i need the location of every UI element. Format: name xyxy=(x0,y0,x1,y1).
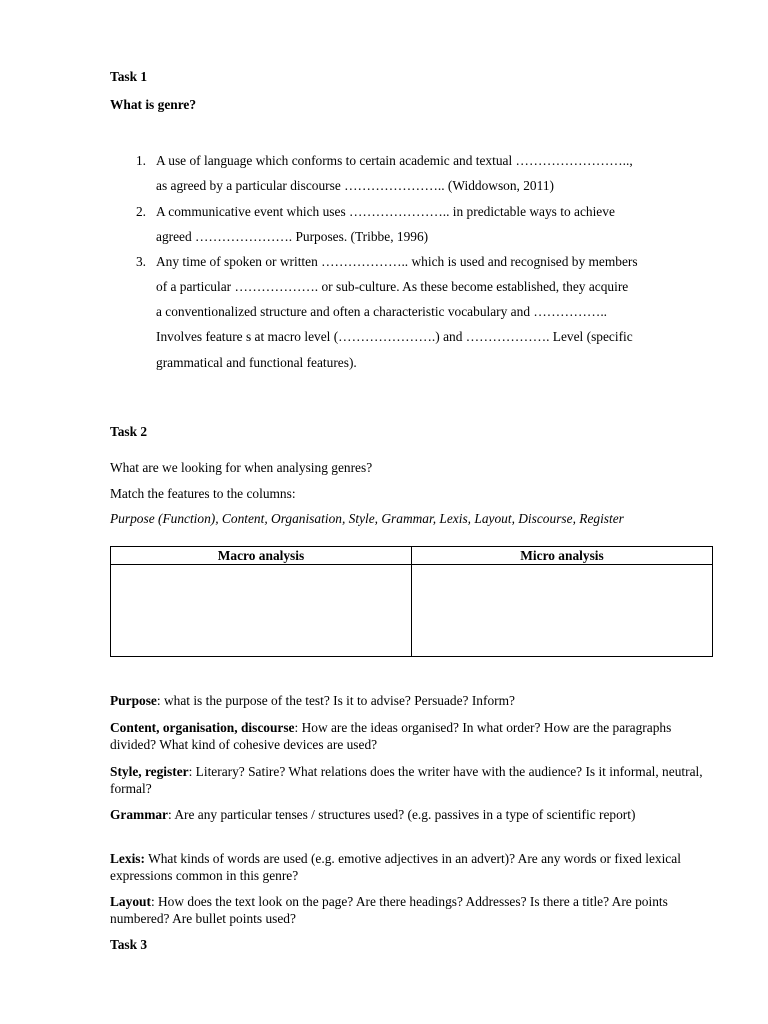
definition-separator: : xyxy=(168,807,175,822)
list-item-line: grammatical and functional features). xyxy=(156,355,357,370)
list-item-line: of a particular ………………. or sub-culture. As these become established, they acquire xyxy=(156,279,629,294)
macro-analysis-cell[interactable] xyxy=(111,565,412,657)
definition-separator: : xyxy=(150,894,159,909)
definition-text: What kinds of words are used (e.g. emotive adjectives in an advert)? Are any words or fixed lexical expressions common in this genre? xyxy=(110,851,681,883)
table-header-row xyxy=(111,547,713,565)
definition-text: Literary? Satire? What relations does the writer have with the audience? Is it informal, neutral, formal? xyxy=(110,764,703,796)
micro-analysis-cell[interactable] xyxy=(412,565,713,657)
task1-question: What is genre? xyxy=(110,97,197,112)
table-row xyxy=(111,565,713,657)
definition-term: Purpose xyxy=(110,693,157,708)
list-item-number: 1. xyxy=(135,153,146,168)
task2-features-list: Purpose (Function), Content, Organisation, Style, Grammar, Lexis, Layout, Discourse, Register xyxy=(110,511,624,526)
list-item-line: Involves feature s at macro level (………………….) and ………………. Level (specific xyxy=(156,329,633,344)
task3-heading: Task 3 xyxy=(110,937,148,952)
list-item-number: 3. xyxy=(135,254,146,269)
list-item-line: agreed …………………. Purposes. (Tribbe, 1996) xyxy=(156,229,429,244)
definition-term: Grammar xyxy=(110,807,169,822)
definition-purpose xyxy=(110,692,720,709)
definition-grammar xyxy=(110,806,720,823)
definition-layout xyxy=(110,893,720,927)
macro-analysis-header: Macro analysis xyxy=(111,547,412,565)
list-item-line: as agreed by a particular discourse ………………….. (Widdowson, 2011) xyxy=(156,178,554,193)
list-item-line: a conventionalized structure and often a characteristic vocabulary and …………….. xyxy=(156,304,608,319)
definition-lexis xyxy=(110,850,720,884)
task2-instruction: Match the features to the columns: xyxy=(110,486,296,501)
definition-text: Are any particular tenses / structures used? (e.g. passives in a type of scientific report) xyxy=(174,807,636,822)
list-item-line: A communicative event which uses ………………….. in predictable ways to achieve xyxy=(156,204,615,219)
definition-term: Lexis: xyxy=(110,851,145,866)
micro-analysis-header: Micro analysis xyxy=(412,547,713,565)
list-item-number: 2. xyxy=(135,204,146,219)
list-item-line: A use of language which conforms to certain academic and textual …………………….., xyxy=(156,153,633,168)
definition-text: what is the purpose of the test? Is it to advise? Persuade? Inform? xyxy=(163,693,515,708)
definition-separator: : xyxy=(294,720,302,735)
definition-style xyxy=(110,763,720,797)
definition-text: How does the text look on the page? Are there headings? Addresses? Is there a title? Are points numbered? Are bullet points used? xyxy=(110,894,668,926)
definition-separator: : xyxy=(156,693,164,708)
definition-separator: : xyxy=(188,764,196,779)
definition-term: Content, organisation, discourse xyxy=(110,720,295,735)
task2-heading: Task 2 xyxy=(110,424,148,439)
task2-question: What are we looking for when analysing genres? xyxy=(110,460,373,475)
definition-content xyxy=(110,719,720,753)
definition-term: Style, register xyxy=(110,764,189,779)
list-item-line: Any time of spoken or written ……………….. which is used and recognised by members xyxy=(156,254,638,269)
definition-term: Layout xyxy=(110,894,151,909)
task1-heading: Task 1 xyxy=(110,69,148,84)
analysis-table xyxy=(110,546,713,657)
definition-text: How are the ideas organised? In what order? How are the paragraphs divided? What kind of cohesive devices are used? xyxy=(110,720,672,752)
